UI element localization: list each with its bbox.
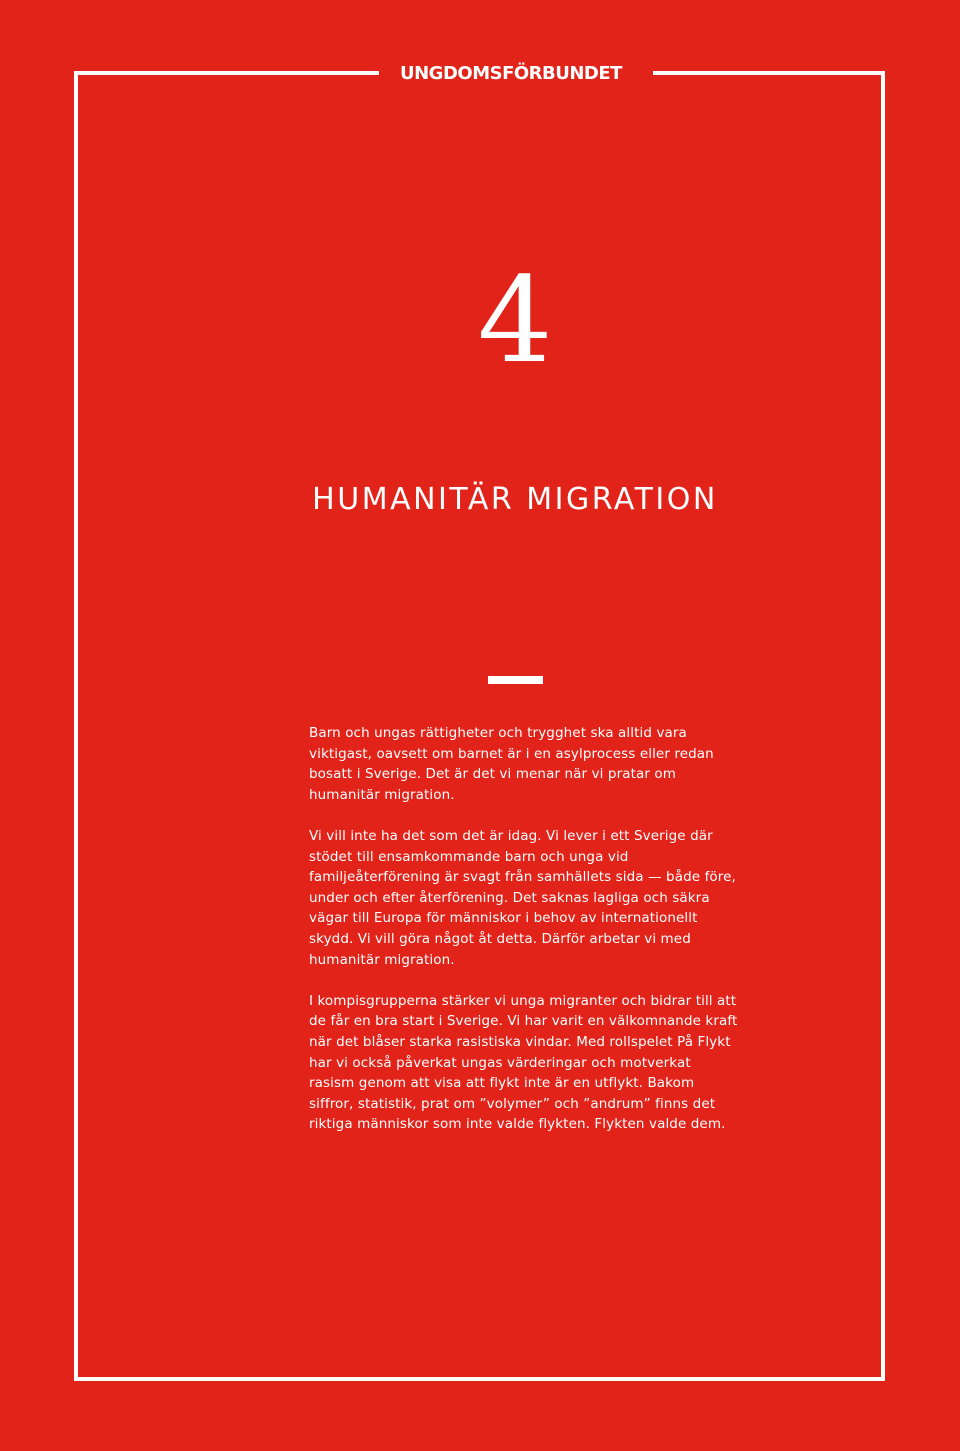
dash-divider bbox=[488, 676, 543, 684]
chapter-title: HUMANITÄR MIGRATION bbox=[312, 482, 718, 517]
frame-left-line bbox=[74, 71, 78, 1381]
body-paragraph-3: I kompisgrupperna stärker vi unga migranter och bidrar till att de får en bra start i Sverige. Vi har varit en välkomnande kraft när det blåser starka rasistiska vindar. Med rollspelet På Flykt har vi också påverkat ungas värderingar och motverkat rasism genom att visa att flykt inte är en utflykt. Bakom siffror, statistik, prat om ”volymer” och ”andrum” finns det riktiga människor som inte valde flykten. Flykten valde dem. bbox=[309, 992, 738, 1133]
body-paragraph-1: Barn och ungas rättigheter och trygghet ska alltid vara viktigast, oavsett om barnet är i en asylprocess eller redan bosatt i Sverige. Det är det vi menar när vi pratar om humanitär migration. bbox=[309, 725, 714, 803]
organization-name: UNGDOMSFÖRBUNDET bbox=[400, 63, 622, 84]
chapter-number: 4 bbox=[477, 251, 553, 389]
frame-top-left-line bbox=[74, 71, 379, 75]
frame-top-right-line bbox=[653, 71, 885, 75]
frame-right-line bbox=[881, 71, 885, 1381]
body-text bbox=[309, 723, 739, 1155]
frame-bottom-line bbox=[74, 1377, 885, 1381]
body-paragraph-2: Vi vill inte ha det som det är idag. Vi lever i ett Sverige där stödet till ensamkommande barn och unga vid familjeåterförening är svagt från samhällets sida — både före, under och efter återförening. Det saknas lagliga och säkra vägar till Europa för människor i behov av internationellt skydd. Vi vill göra något åt detta. Därför arbetar vi med humanitär migration. bbox=[309, 827, 736, 968]
